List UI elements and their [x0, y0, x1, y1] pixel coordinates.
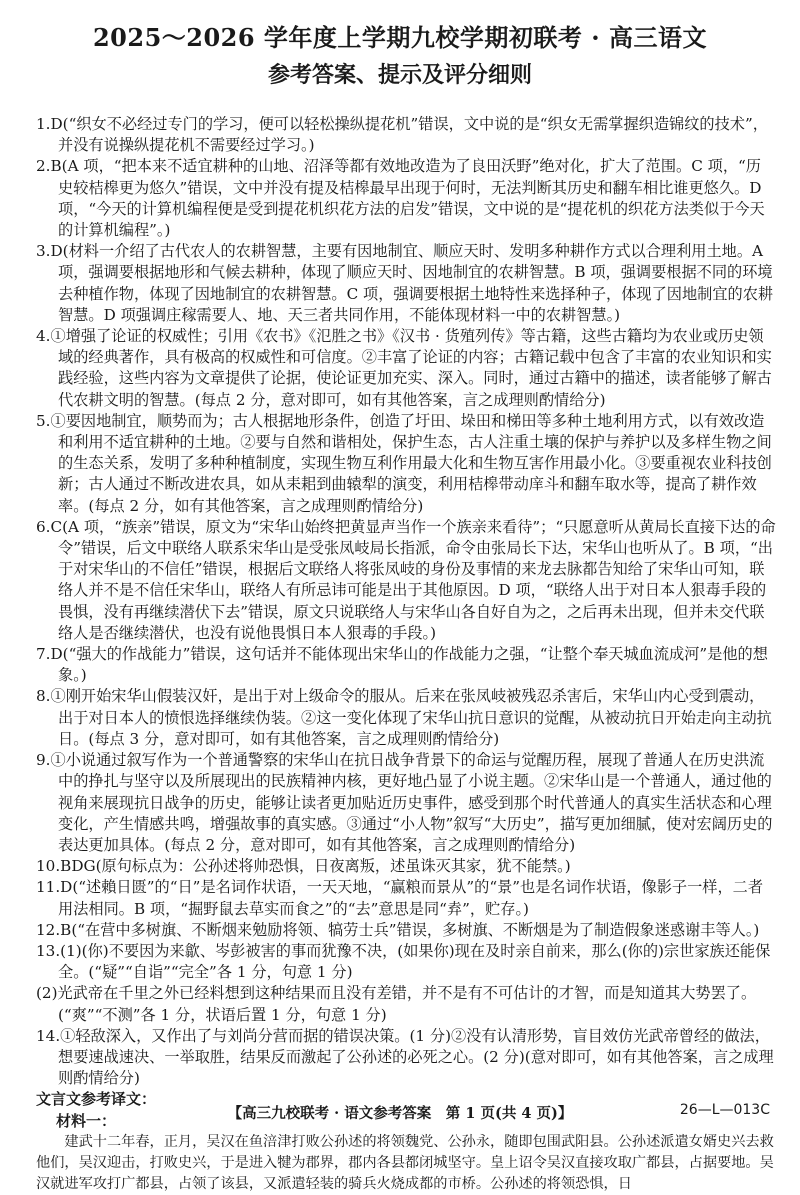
answer-item-13-part-1 [36, 941, 776, 983]
answer-item-2 [36, 156, 776, 241]
answer-item-4 [36, 326, 776, 411]
page-footer [0, 1102, 800, 1126]
answer-text: ①轻敌深入，又作出了与刘尚分营而据的错误决策。(1 分)②没有认清形势，盲目效仿光武帝曾经的做法，想要速战速决、一举取胜，结果反而激起了公孙述的必死之心。(2 分)(意对即可，如有其他答案，言之成理则酌情给分) [58, 1026, 774, 1088]
answer-content [36, 114, 776, 1195]
answer-item-3 [36, 241, 776, 326]
answer-number: 9. [36, 751, 51, 770]
answer-number: 12. [36, 920, 61, 939]
answer-number: 11. [36, 878, 61, 897]
answer-item-1 [36, 114, 776, 156]
answer-number: 7. [36, 645, 51, 664]
answer-item-7 [36, 644, 776, 686]
answer-number: 2. [36, 157, 51, 176]
answer-item-6 [36, 517, 776, 644]
answer-text: D(材料一介绍了古代农人的农耕智慧，主要有因地制宜、顺应天时、发明多种耕作方式以合理利用土地。A 项，强调要根据地形和气候去耕种，体现了顺应天时、因地制宜的农耕智慧。B 项，强调要根据不同的环境去种植作物，体现了因地制宜的农耕智慧。C 项，强调要根据土地特性来选择种子，体现了因地制宜的农耕智慧。D 项强调庄稼需要人、地、天三者共同作用，不能体现材料一中的农耕智慧。) [50, 242, 774, 324]
footer-code: 26—L—013C [679, 1102, 770, 1118]
page-subtitle: 参考答案、提示及评分细则 [267, 62, 532, 88]
answer-text: D(“强大的作战能力”错误，这句话并不能体现出宋华山的作战能力之强，“让整个奉天城血流成河”是他的想象。) [50, 645, 768, 685]
answer-item-14 [36, 1026, 776, 1090]
answer-text: B(“在营中多树旗、不断烟来勉励将领、犒劳士兵”错误，多树旗、不断烟是为了制造假象迷惑谢丰等人。) [60, 920, 760, 939]
answer-text: (2)光武帝在千里之外已经料想到这种结果而且没有差错，并不是有不可估计的才智，而是知道其大势罢了。(“爽”“不测”各 1 分，状语后置 1 分，句意 1 分) [36, 984, 757, 1024]
answer-number: 4. [36, 327, 51, 346]
answer-item-9 [36, 750, 776, 856]
answer-item-5 [36, 411, 776, 517]
answer-text: D(“述賴日匮”的“日”是名词作状语，一天天地，“赢粮而景从”的“景”也是名词作状语，像影子一样，二者用法相同。B 项，“掘野鼠去草实而食之”的“去”意思是同“弆”，贮存。) [58, 878, 764, 918]
footer-page-info: 【高三九校联考 · 语文参考答案 第 1 页(共 4 页)】 [227, 1105, 573, 1122]
answer-item-11 [36, 877, 776, 919]
answer-item-12 [36, 920, 776, 941]
answer-text: ①要因地制宜，顺势而为；古人根据地形条件，创造了圩田、垛田和梯田等多种土地利用方式，以有效改造和利用不适宜耕种的土地。②要与自然和谐相处，保护生态，古人注重土壤的保护与养护以及多样生物之间的生态关系，发明了多种种植制度，实现生物互利作用最大化和生物互害作用最小化。③要重视农业科技创新；古人通过不断改进农具，如从耒耜到曲辕犁的演变，利用桔槔带动庠斗和翻车取水等，提高了耕作效率。(每点 2 分，如有其他答案，言之成理则酌情给分) [50, 411, 772, 515]
answer-text: ①刚开始宋华山假装汉奸，是出于对上级命令的服从。后来在张凤岐被残忍杀害后，宋华山内心受到震动，出于对日本人的愤恨选择继续伪装。②这一变化体现了宋华山抗日意识的觉醒，从被动抗日开始走向主动抗日。(每点 3 分，意对即可，如有其他答案，言之成理则酌情给分) [50, 687, 772, 748]
answer-number: 5. [36, 411, 51, 430]
answer-text: ①增强了论证的权威性；引用《农书》《氾胜之书》《汉书 · 货殖列传》等古籍，这些古籍均为农业或历史领域的经典著作，具有极高的权威性和可信度。②丰富了论证的内容；古籍记载中包含了丰富的农业知识和实践经验，这些内容为文章提供了论据，使论证更加充实、深入。同时，通过古籍中的描述，读者能够了解古代农耕文明的智慧。(每点 2 分，意对即可，如有其他答案，言之成理则酌情给分) [50, 327, 772, 409]
material-label: 材料一： [56, 1111, 117, 1130]
answer-number: 1. [36, 115, 51, 133]
translation-text: 建武十二年春，正月，吴汉在鱼涪津打败公孙述的将领魏党、公孙永，随即包围武阳县。公孙述派遣女婿史兴去救他们，吴汉迎击，打败史兴，于是进入犍为郡界，郡内各县都闭城坚守。皇上诏令吴汉直接攻取广都县，占据要地。吴汉就进军攻打广都县，占领了该县，又派遣轻装的骑兵火烧成都的市桥。公孙述的将领恐惧，日 [36, 1133, 774, 1193]
answer-text: D(“织女不必经过专门的学习，便可以轻松操纵提花机”错误，文中说的是“织女无需掌握织造锦纹的技术”，并没有说操纵提花机不需要经过学习。) [50, 115, 768, 155]
answer-item-8 [36, 686, 776, 750]
answer-text: B(A 项，“把本来不适宜耕种的山地、沼泽等都有效地改造为了良田沃野”绝对化，扩大了范围。C 项，“历史较桔槔更为悠久”错误，文中并没有提及桔槔最早出现于何时，无法判断其历史和翻车相比谁更悠久。D 项，“今天的计算机编程便是受到提花机织花方法的启发”错误，文中说的是“提花机的织花方法类似于今天的计算机编程”。) [50, 157, 765, 240]
answer-item-13-part-2 [36, 983, 776, 1025]
answer-number: 8. [36, 687, 51, 706]
page-title: 2025～2026 学年度上学期九校学期初联考 · 高三语文 [92, 23, 707, 52]
answer-text: BDG(原句标点为：公孙述将帅恐惧，日夜离叛，述虽诛灭其家，犹不能禁。) [60, 857, 571, 876]
answer-text: ①小说通过叙写作为一个普通警察的宋华山在抗日战争背景下的命运与觉醒历程，展现了普通人在历史洪流中的挣扎与坚守以及所展现出的民族精神内核，更好地凸显了小说主题。②宋华山是一个普通人，通过他的视角来展现抗日战争的历史，能够让读者更加贴近历史事件，感受到那个时代普通人的真实生活状态和心理变化，产生情感共鸣，增强故事的真实感。③通过“小人物”叙写“大历史”，描写更加细腻，使对宏阔历史的表达更加具体。(每点 2 分，意对即可，如有其他答案，言之成理则酌情给分) [50, 751, 773, 854]
answer-number: 14. [36, 1026, 61, 1045]
answer-item-10 [36, 856, 776, 877]
answer-number: 10. [36, 857, 61, 876]
translation-heading: 文言文参考译文： [36, 1090, 157, 1109]
answer-number: 13. [36, 941, 61, 960]
answer-text: (1)(你)不要因为来歙、岑彭被害的事而犹豫不决，(如果你)现在及时亲自前来，那么(你的)宗世家族还能保全。(“疑”“自诣”“完全”各 1 分，句意 1 分) [58, 941, 771, 982]
answer-text: C(A 项，“族亲”错误，原文为“宋华山始终把黄显声当作一个族亲来看待”；“只愿意听从黄局长直接下达的命令”错误，后文中联络人联系宋华山是受张凤岐局长指派，命令由张局长下达，宋华山也听从了。B 项，“出于对宋华山的不信任”错误，根据后文联络人将张凤岐的身份及事情的来龙去脉都告知给了宋华山可知，联络人并不是不信任宋华山，联络人有所忌讳可能是出于其他原因。D 项，“联络人出于对日本人狠毒手段的畏惧，没有再继续潜伏下去”错误，原文只说联络人与宋华山各自好自为之，之后再未出现，但并未交代联络人是否继续潜伏，也没有说他畏惧日本人狠毒的手段。) [50, 517, 776, 642]
answer-number: 3. [36, 242, 51, 261]
answer-number: 6. [36, 517, 51, 536]
